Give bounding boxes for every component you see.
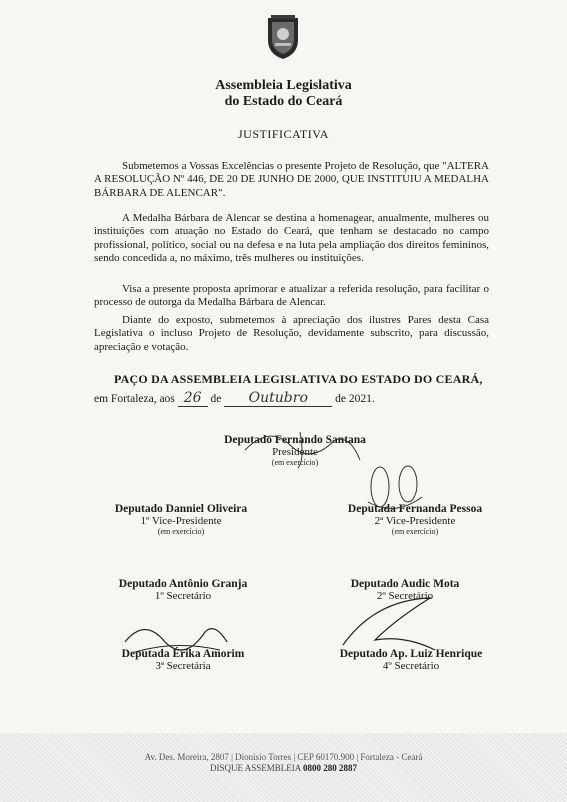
signatory-role: 2ª Vice-Presidente — [374, 515, 456, 527]
document-title: JUSTIFICATIVA — [238, 127, 329, 141]
signatory-note: (em exercício) — [271, 458, 319, 467]
signatory-name: Deputado Danniel Oliveira — [114, 503, 248, 515]
signatory-role: Presidente — [272, 446, 318, 458]
footer-address: Av. Des. Moreira, 2807 | Dionísio Torres | CEP 60170.900 | Fortaleza - Ceará — [144, 752, 423, 762]
date-connector: de — [210, 393, 222, 405]
paragraph-1: Submetemos a Vossas Excelências o presente Projeto de Resolução, que "ALTERA A RESOLUÇÃO Nº 446, DE 20 DE JUNHO DE 2000, QUE INSTITUIU A MEDALHA BÁRBARA DE ALENCAR". — [94, 160, 489, 199]
signatory-role: 1º Secretário — [154, 590, 212, 602]
signatory-name: Deputado Audic Mota — [350, 578, 460, 590]
footer-band — [0, 733, 567, 802]
date-line — [94, 390, 375, 407]
signature-third-secretary — [108, 648, 258, 672]
signatory-note: (em exercício) — [157, 527, 205, 536]
signatory-role: 1º Vice-Presidente — [140, 515, 222, 527]
hotline-number: 0800 280 2887 — [303, 763, 357, 773]
paragraph-4: Diante do exposto, submetemos à apreciação dos ilustres Pares desta Casa Legislativa o incluso Projeto de Resolução, devidamente subscrito, para discussão, apreciação e votação. — [94, 314, 489, 353]
date-day: 26 — [178, 390, 208, 407]
footer-hotline — [0, 763, 567, 773]
coat-of-arms-icon — [265, 14, 301, 60]
signatory-role: 3ª Secretária — [155, 660, 211, 672]
signature-first-vice-president — [106, 503, 256, 536]
paragraph-3: Visa a presente proposta aprimorar e atualizar a referida resolução, para facilitar o processo de outorga da Medalha Bárbara de Alencar. — [94, 283, 489, 309]
signatory-role: 2º Secretário — [376, 590, 434, 602]
signature-fourth-secretary — [326, 648, 496, 672]
date-suffix: de 2021. — [335, 393, 375, 405]
signatory-note: (em exercício) — [391, 527, 439, 536]
closing-line: PAÇO DA ASSEMBLEIA LEGISLATIVA DO ESTADO DO CEARÁ, — [114, 372, 483, 386]
signature-president — [210, 434, 380, 467]
date-prefix: em Fortaleza, aos — [94, 393, 175, 405]
paragraph-2: A Medalha Bárbara de Alencar se destina a homenagear, anualmente, mulheres ou instituições com atuação no Estado do Ceará, que tenham se destacado no campo profissional, político, social ou na defesa e na luta pela ampliação dos direitos femininos, sendo concedida a, no máximo, três mulheres ou instituições. — [94, 212, 489, 264]
signatory-role: 4º Secretário — [382, 660, 440, 672]
institution-line-1: Assembleia Legislativa — [215, 78, 352, 93]
signatory-name: Deputada Fernanda Pessoa — [347, 503, 483, 515]
institution-name — [0, 78, 567, 110]
signature-second-vice-president — [330, 503, 500, 536]
signatory-name: Deputada Érika Amorim — [121, 648, 245, 660]
signatory-name: Deputado Antônio Granja — [118, 578, 248, 590]
signatory-name: Deputado Ap. Luiz Henrique — [339, 648, 483, 660]
signature-first-secretary — [108, 578, 258, 602]
institution-line-2: do Estado do Ceará — [224, 94, 343, 109]
hotline-label: DISQUE ASSEMBLEIA — [209, 763, 301, 773]
signatory-name: Deputado Fernando Santana — [224, 434, 366, 446]
date-month: Outubro — [224, 390, 332, 407]
signature-second-secretary — [330, 578, 480, 602]
